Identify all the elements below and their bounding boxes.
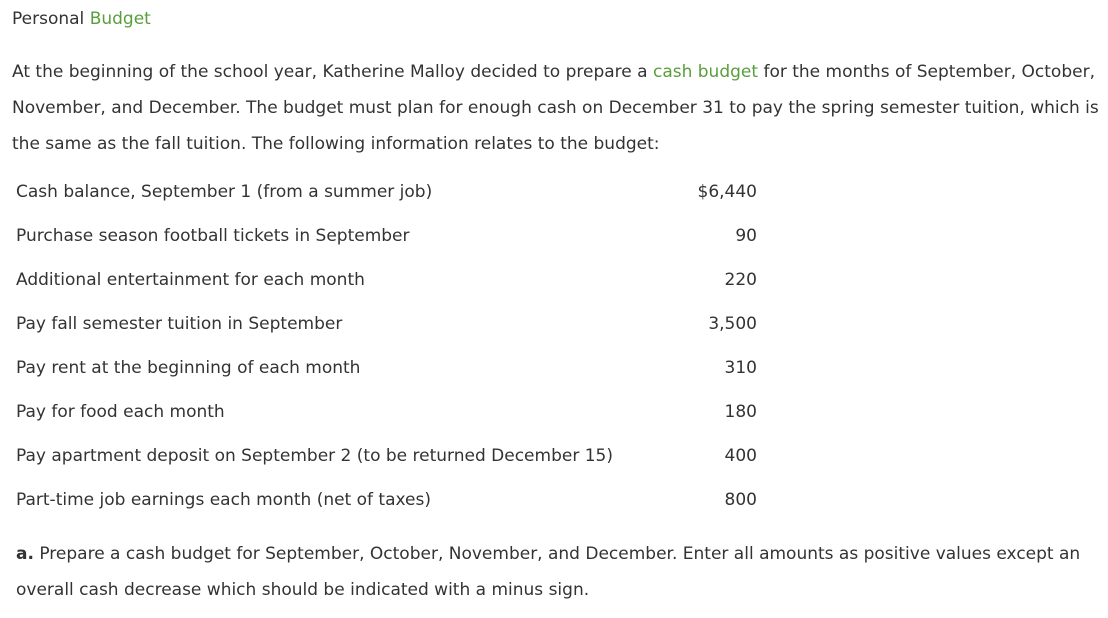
row-amount: 220 [724, 270, 757, 290]
question-marker: a. [16, 544, 34, 564]
row-amount: 180 [724, 402, 757, 422]
row-label: Cash balance, September 1 (from a summer job) [16, 182, 433, 202]
row-amount: 3,500 [708, 314, 757, 334]
question-a [16, 536, 1096, 608]
table-row [16, 346, 757, 390]
table-row [16, 390, 757, 434]
row-label: Additional entertainment for each month [16, 270, 365, 290]
table-row [16, 214, 757, 258]
row-amount: 90 [735, 226, 757, 246]
table-row [16, 170, 757, 214]
row-label: Part-time job earnings each month (net of taxes) [16, 490, 431, 510]
row-label: Pay rent at the beginning of each month [16, 358, 361, 378]
table-row [16, 478, 757, 522]
table-row [16, 302, 757, 346]
intro-paragraph [12, 54, 1104, 162]
budget-info-table [16, 170, 757, 522]
row-label: Pay apartment deposit on September 2 (to be returned December 15) [16, 446, 613, 466]
cash-budget-glossary-link[interactable]: cash budget [652, 62, 759, 82]
row-label: Pay fall semester tuition in September [16, 314, 343, 334]
page-title [12, 8, 151, 30]
row-amount: 310 [724, 358, 757, 378]
row-amount: 800 [724, 490, 757, 510]
row-label: Pay for food each month [16, 402, 225, 422]
row-amount: 400 [724, 446, 757, 466]
row-amount: $6,440 [697, 182, 757, 202]
title-prefix: Personal [12, 9, 85, 29]
intro-text-part1: At the beginning of the school year, Katherine Malloy decided to prepare a [12, 62, 648, 82]
row-label: Purchase season football tickets in September [16, 226, 410, 246]
table-row [16, 434, 757, 478]
question-text: Prepare a cash budget for September, October, November, and December. Enter all amounts as positive values except an overall cash decrease which should be indicated with a minus sign. [16, 544, 1081, 600]
budget-glossary-link[interactable]: Budget [89, 9, 151, 29]
intro-text-part2: for the months of September, October, November, and December. The budget must plan for enough cash on December 31 to pay the spring semester tuition, which is the same as the fall tuition. The following information relates to the budget: [12, 62, 1099, 154]
table-row [16, 258, 757, 302]
